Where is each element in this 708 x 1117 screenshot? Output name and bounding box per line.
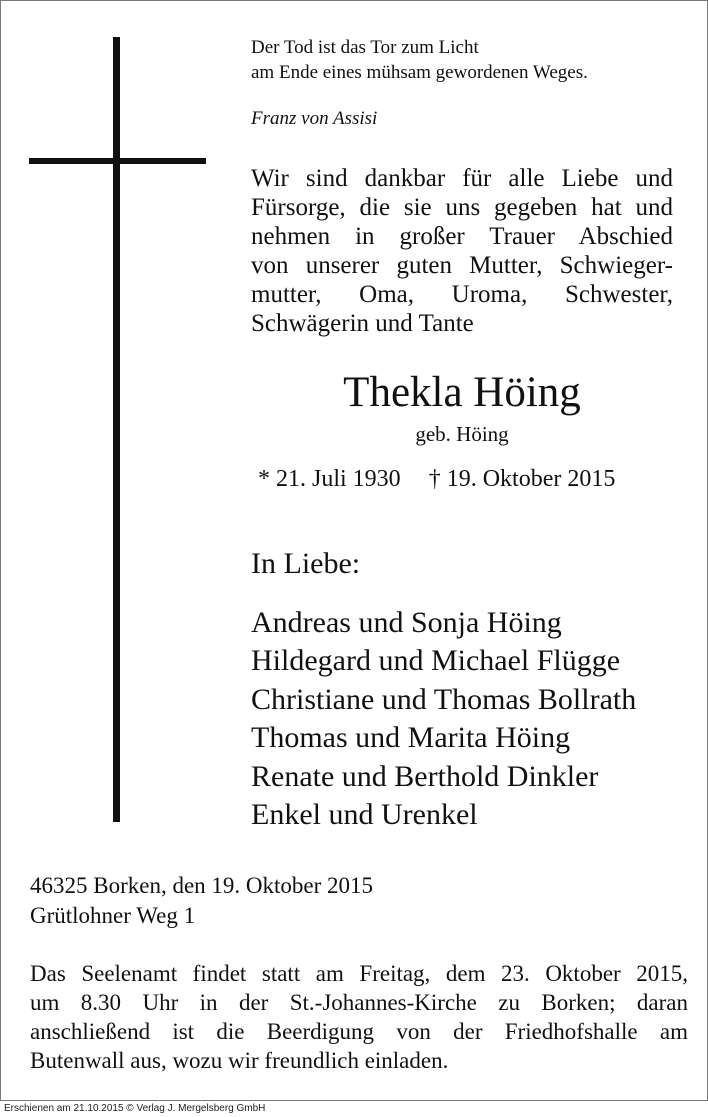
quote-line: am Ende eines mühsam gewordenen Weges. [251,62,588,83]
mourner: Renate und Berthold Dinkler [251,759,599,793]
mourner: Thomas und Marita Höing [251,721,571,755]
quote-author: Franz von Assisi [251,108,378,129]
service-info [30,959,688,1075]
deceased-name: Thekla Höing [343,369,581,416]
service-line: Das Seelenamt findet statt am Freitag, dem 23. Oktober 2015, [30,961,688,986]
gratitude-line: nehmen in großer Trauer Abschied [251,223,673,250]
gratitude-line: von unserer guten Mutter, Schwieger- [251,252,673,279]
birth-date: * 21. Juli 1930 [258,466,401,492]
service-line: anschließend ist die Beerdigung von der Friedhofshalle am [30,1019,688,1044]
mourner: Andreas und Sonja Höing [251,606,562,639]
gratitude-line: Wir sind dankbar für alle Liebe und [251,165,673,192]
publication-footer: Erschienen am 21.10.2015 © Verlag J. Mergelsberg GmbH [4,1103,266,1114]
mourner: Christiane und Thomas Bollrath [251,682,637,716]
life-dates [258,466,615,493]
death-date: † 19. Oktober 2015 [428,466,616,492]
gratitude-line: mutter, Oma, Uroma, Schwester, [251,281,673,308]
gratitude-line: Fürsorge, die sie uns gegeben hat und [251,194,673,221]
birth-name: geb. Höing [415,422,509,446]
in-love-label: In Liebe: [251,547,361,580]
mourner: Enkel und Urenkel [251,798,478,832]
gratitude-text [251,164,673,338]
mourners-list [251,604,636,834]
quote-line: Der Tod ist das Tor zum Licht [251,37,479,58]
address: Grütlohner Weg 1 [30,903,196,928]
quote [251,35,588,85]
cross-icon [113,37,120,822]
place-date: 46325 Borken, den 19. Oktober 2015 [30,873,374,898]
place-and-address [30,871,373,931]
cross-icon-bar [29,158,206,164]
service-line: um 8.30 Uhr in der St.-Johannes-Kirche zu Borken; daran [30,990,688,1015]
mourner: Hildegard und Michael Flügge [251,644,621,678]
gratitude-line: Schwägerin und Tante [251,310,474,337]
service-line: Butenwall aus, wozu wir freundlich einladen. [30,1048,449,1073]
